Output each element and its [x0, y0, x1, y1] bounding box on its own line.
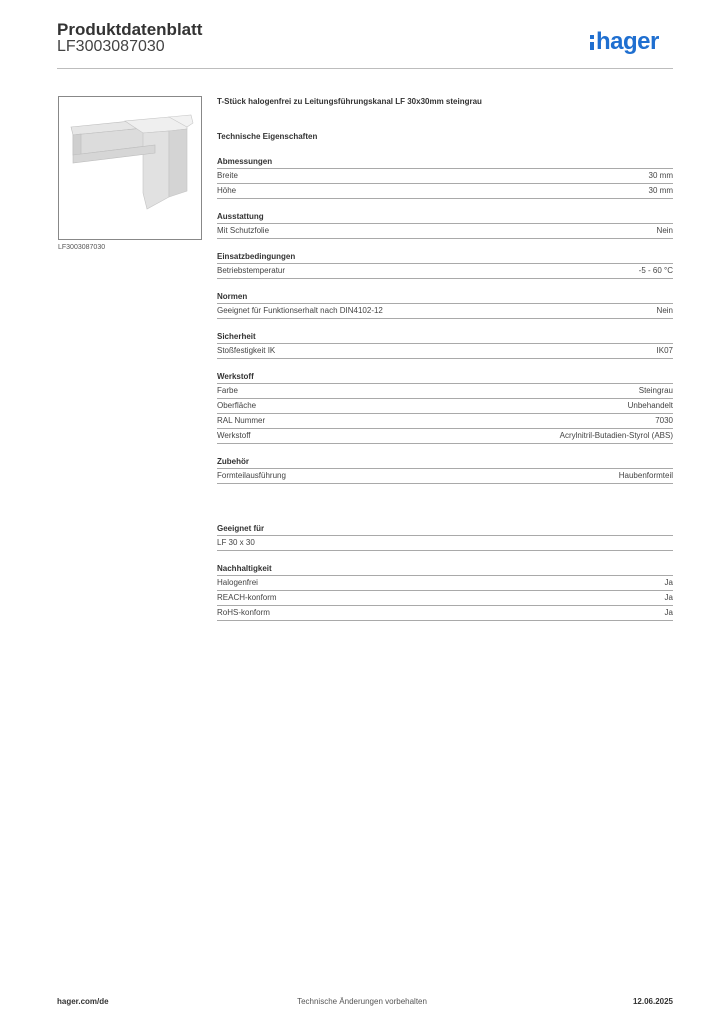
page-title: Produktdatenblatt: [57, 20, 203, 39]
row-label: REACH-konform: [217, 593, 277, 602]
section-werkstoff: [217, 371, 673, 444]
table-row: [217, 224, 673, 239]
table-row: [217, 414, 673, 429]
table-row: [217, 536, 673, 551]
row-label: Breite: [217, 171, 238, 180]
section-nachhaltigkeit: [217, 563, 673, 621]
row-value: Haubenformteil: [618, 471, 673, 480]
table-row: [217, 169, 673, 184]
row-label: Oberfläche: [217, 401, 257, 410]
table-row: [217, 344, 673, 359]
product-title: T-Stück halogenfrei zu Leitungsführungskanal LF 30x30mm steingrau: [217, 97, 482, 106]
table-row: [217, 429, 673, 444]
row-value: -5 - 60 °C: [638, 266, 673, 275]
technical-properties-heading: Technische Eigenschaften: [217, 132, 318, 141]
row-value: Unbehandelt: [627, 401, 673, 410]
product-code: LF3003087030: [57, 38, 165, 55]
table-row: [217, 304, 673, 319]
section-normen: [217, 291, 673, 319]
table-row: [217, 576, 673, 591]
row-label: RoHS-konform: [217, 608, 270, 617]
table-row: [217, 184, 673, 199]
row-label: Betriebstemperatur: [217, 266, 286, 275]
section-zubehoer: [217, 456, 673, 484]
footer-website-link[interactable]: hager.com/de: [57, 997, 109, 1006]
t-piece-illustration: [59, 97, 201, 239]
row-label: LF 30 x 30: [217, 538, 255, 547]
table-row: [217, 591, 673, 606]
section-title: Werkstoff: [217, 371, 673, 384]
section-title: Ausstattung: [217, 211, 673, 224]
section-title: Sicherheit: [217, 331, 673, 344]
row-value: Ja: [664, 608, 673, 617]
hager-logo[interactable]: [590, 27, 659, 57]
row-label: Halogenfrei: [217, 578, 258, 587]
section-title: Zubehör: [217, 456, 673, 469]
logo-mark-icon: [590, 35, 594, 50]
footer-notice: Technische Änderungen vorbehalten: [297, 997, 427, 1006]
row-label: Höhe: [217, 186, 237, 195]
row-value: Steingrau: [638, 386, 673, 395]
table-row: [217, 384, 673, 399]
table-row: [217, 606, 673, 621]
row-label: Geeignet für Funktionserhalt nach DIN4102-12: [217, 306, 383, 315]
row-label: Stoßfestigkeit IK: [217, 346, 276, 355]
section-einsatzbedingungen: [217, 251, 673, 279]
image-caption: LF3003087030: [58, 244, 106, 251]
section-title: Normen: [217, 291, 673, 304]
row-value: Nein: [656, 306, 673, 315]
section-title: Einsatzbedingungen: [217, 251, 673, 264]
product-image: [58, 96, 202, 240]
row-value: IK07: [656, 346, 673, 355]
logo-text: hager: [596, 28, 659, 55]
row-value: Nein: [656, 226, 673, 235]
section-geeignet-fuer: [217, 523, 673, 551]
section-title: Nachhaltigkeit: [217, 563, 673, 576]
row-value: 7030: [655, 416, 673, 425]
section-sicherheit: [217, 331, 673, 359]
footer-date: 12.06.2025: [632, 997, 673, 1006]
product-details: [217, 96, 673, 621]
section-ausstattung: [217, 211, 673, 239]
row-value: 30 mm: [648, 171, 673, 180]
row-label: Werkstoff: [217, 431, 251, 440]
section-title: Abmessungen: [217, 156, 673, 169]
section-title: Geeignet für: [217, 523, 673, 536]
row-label: Farbe: [217, 386, 238, 395]
row-label: Mit Schutzfolie: [217, 226, 270, 235]
row-value: Ja: [664, 578, 673, 587]
table-row: [217, 469, 673, 484]
row-value: Acrylnitril-Butadien-Styrol (ABS): [559, 431, 673, 440]
table-row: [217, 264, 673, 279]
row-value: 30 mm: [648, 186, 673, 195]
table-row: [217, 399, 673, 414]
row-value: Ja: [664, 593, 673, 602]
row-label: Formteilausführung: [217, 471, 286, 480]
section-abmessungen: [217, 156, 673, 199]
row-label: RAL Nummer: [217, 416, 266, 425]
header-divider: [57, 68, 673, 69]
